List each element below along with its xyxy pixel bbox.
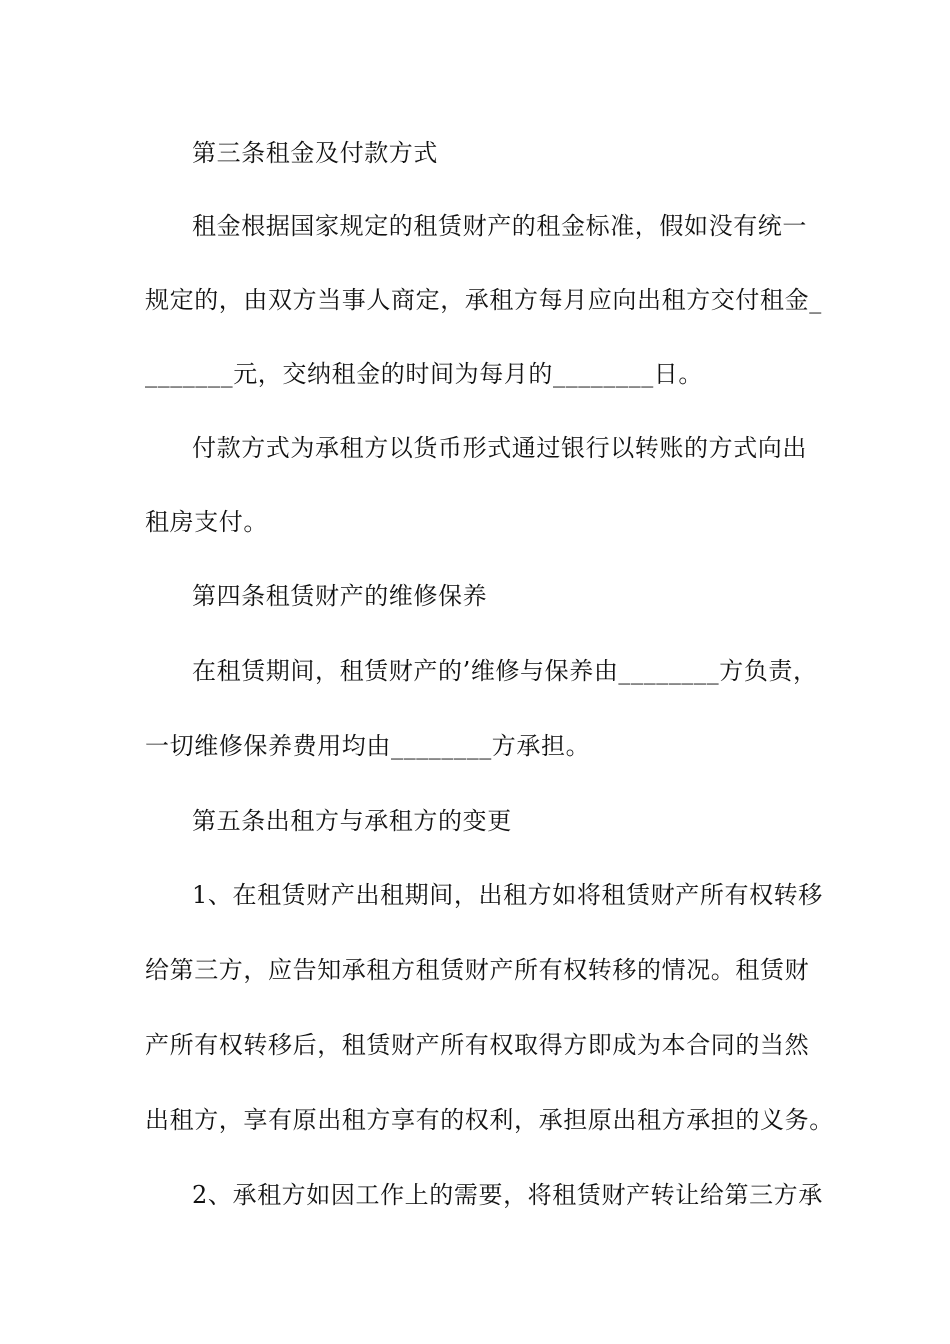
section-heading-article-3: 第三条租金及付款方式	[192, 139, 438, 167]
paragraph-line: 规定的，由双方当事人商定，承租方每月应向出租方交付租金_	[145, 286, 822, 314]
paragraph-line: 出租方，享有原出租方享有的权利，承担原出租方承担的义务。	[145, 1106, 834, 1134]
paragraph-line: _______元，交纳租金的时间为每月的________日。	[145, 360, 703, 388]
paragraph-line: 给第三方，应告知承租方租赁财产所有权转移的情况。租赁财	[145, 956, 810, 984]
section-heading-article-5: 第五条出租方与承租方的变更	[192, 807, 512, 835]
paragraph-line: 在租赁期间，租赁财产的’维修与保养由________方负责，	[192, 657, 818, 685]
paragraph-line: 一切维修保养费用均由________方承担。	[145, 732, 591, 760]
paragraph-line: 付款方式为承租方以货币形式通过银行以转账的方式向出	[192, 434, 807, 462]
paragraph-line: 租金根据国家规定的租赁财产的租金标准，假如没有统一	[192, 212, 807, 240]
paragraph-line: 租房支付。	[145, 508, 268, 536]
section-heading-article-4: 第四条租赁财产的维修保养	[192, 582, 488, 610]
paragraph-line: 1、在租赁财产出租期间，出租方如将租赁财产所有权转移	[192, 881, 823, 909]
paragraph-line: 产所有权转移后，租赁财产所有权取得方即成为本合同的当然	[145, 1031, 810, 1059]
paragraph-line: 2、承租方如因工作上的需要，将租赁财产转让给第三方承	[192, 1181, 823, 1209]
